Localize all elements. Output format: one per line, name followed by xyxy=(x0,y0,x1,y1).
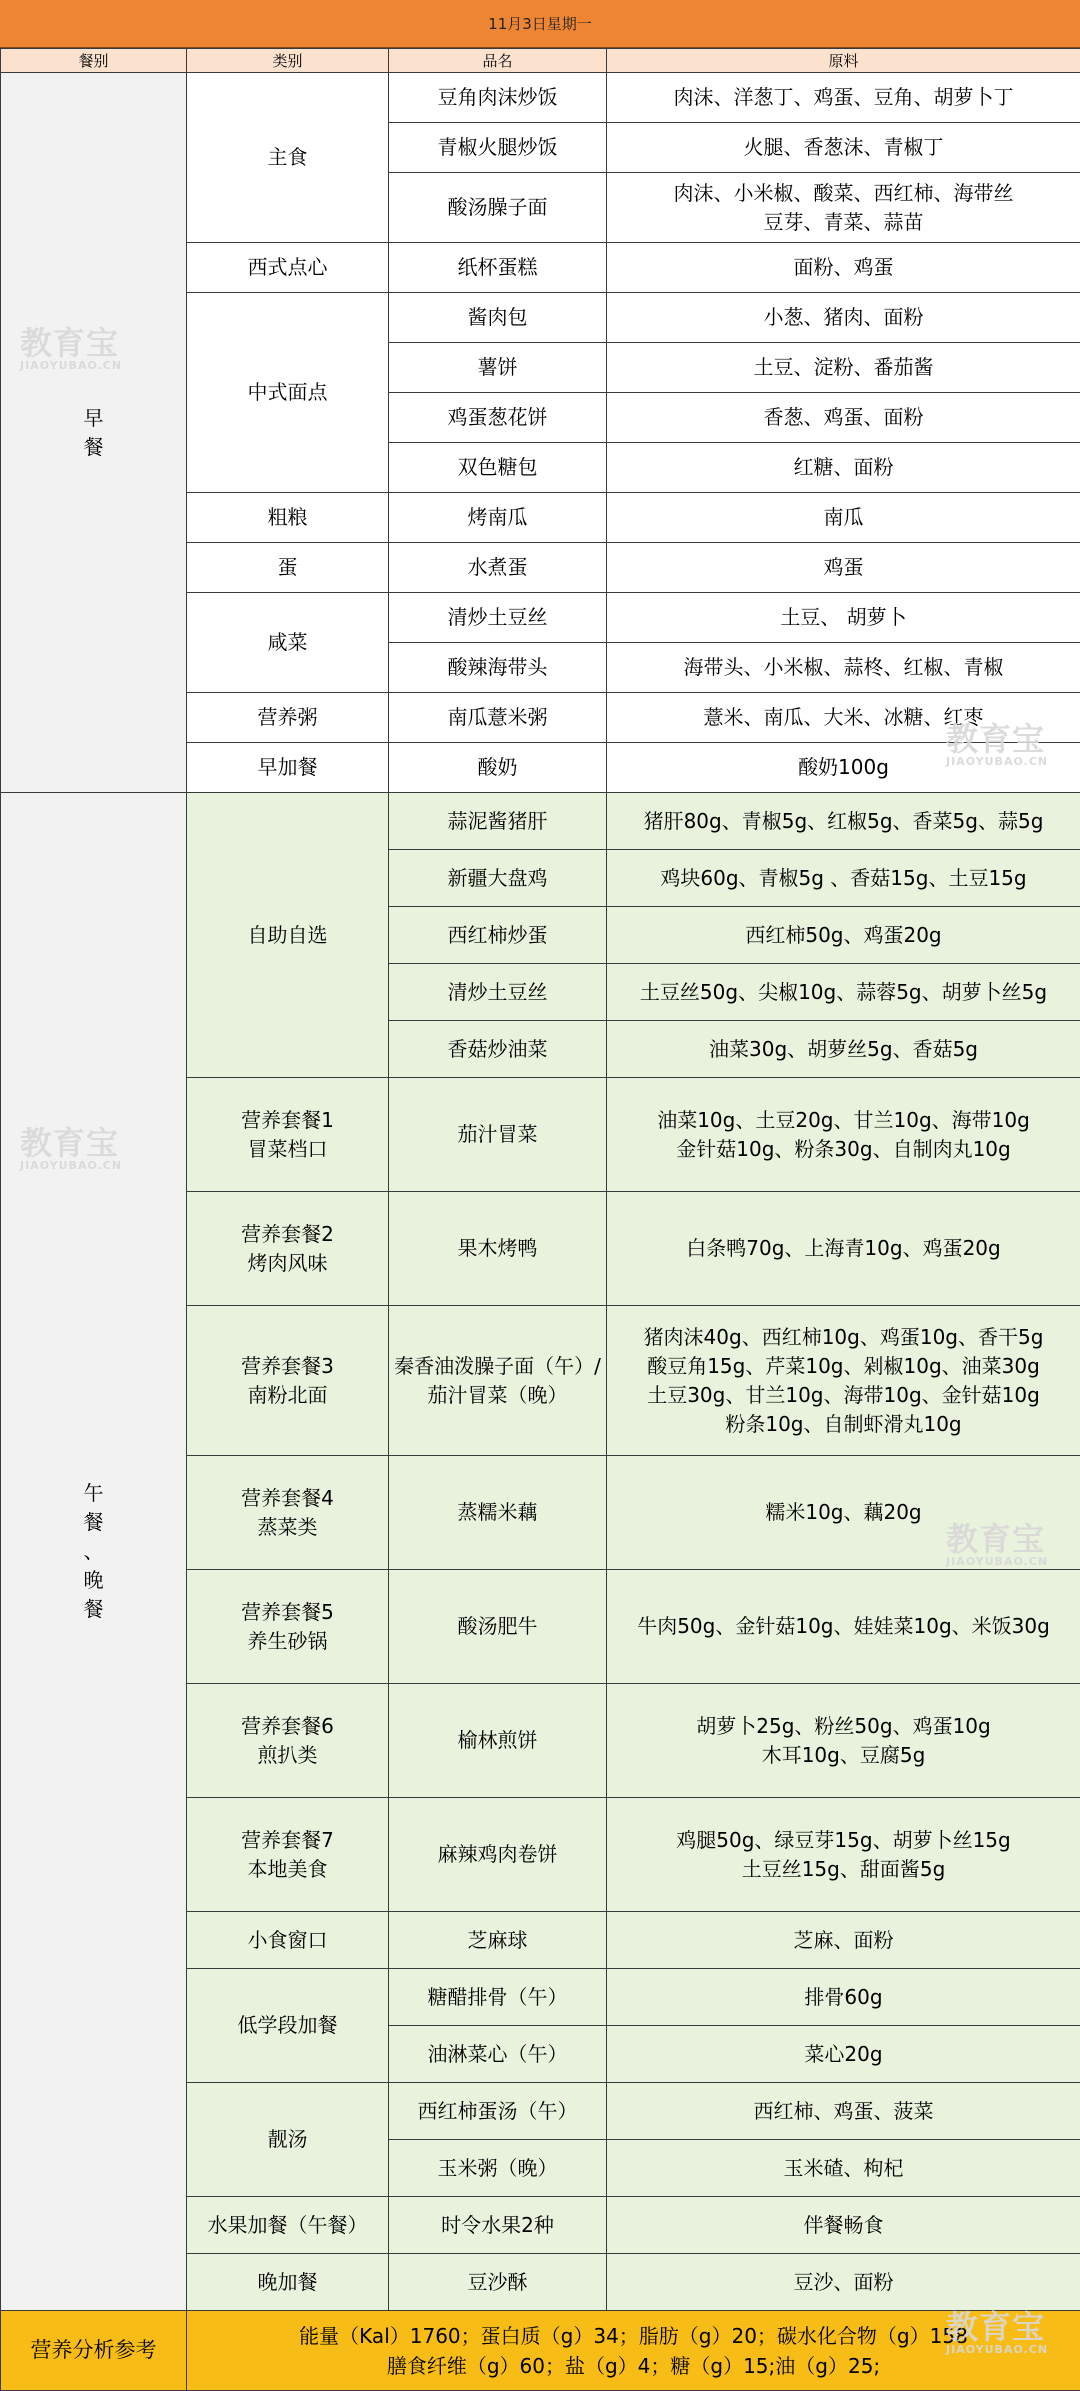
dish-cell: 酸汤肥牛 xyxy=(389,1570,607,1684)
category-cell: 营养粥 xyxy=(187,693,389,743)
ingredients-cell: 土豆丝50g、尖椒10g、蒜蓉5g、胡萝卜丝5g xyxy=(607,964,1080,1021)
category-cell: 自助自选 xyxy=(187,793,389,1078)
watermark-url: JIAOYUBAO.CN xyxy=(20,360,122,372)
dish-cell: 清炒土豆丝 xyxy=(389,593,607,643)
header-category: 类别 xyxy=(187,49,389,73)
dish-cell: 糖醋排骨（午） xyxy=(389,1969,607,2026)
dish-cell: 南瓜薏米粥 xyxy=(389,693,607,743)
ingredients-cell: 土豆、淀粉、番茄酱 xyxy=(607,343,1080,393)
dish-cell: 蒸糯米藕 xyxy=(389,1456,607,1570)
category-cell: 中式面点 xyxy=(187,293,389,493)
watermark-url: JIAOYUBAO.CN xyxy=(946,756,1048,768)
ingredients-cell: 鸡蛋 xyxy=(607,543,1080,593)
ingredients-cell: 芝麻、面粉 xyxy=(607,1912,1080,1969)
dish-cell: 酱肉包 xyxy=(389,293,607,343)
category-cell: 水果加餐（午餐） xyxy=(187,2197,389,2254)
ingredients-cell: 玉米碴、枸杞 xyxy=(607,2140,1080,2197)
dish-cell: 酸汤臊子面 xyxy=(389,173,607,243)
table-row xyxy=(1,73,1080,123)
category-cell: 低学段加餐 xyxy=(187,1969,389,2083)
dish-cell: 酸奶 xyxy=(389,743,607,793)
ingredients-cell: 鸡块60g、青椒5g 、香菇15g、土豆15g xyxy=(607,850,1080,907)
table-row xyxy=(1,793,1080,850)
category-cell: 营养套餐4 蒸菜类 xyxy=(187,1456,389,1570)
ingredients-cell: 胡萝卜25g、粉丝50g、鸡蛋10g 木耳10g、豆腐5g xyxy=(607,1684,1080,1798)
category-cell: 粗粮 xyxy=(187,493,389,543)
watermark-text: 教育宝 xyxy=(946,722,1048,756)
watermark-url: JIAOYUBAO.CN xyxy=(20,1160,122,1172)
ingredients-cell: 白条鸭70g、上海青10g、鸡蛋20g xyxy=(607,1192,1080,1306)
ingredients-cell: 排骨60g xyxy=(607,1969,1080,2026)
header-dish: 品名 xyxy=(389,49,607,73)
dish-cell: 西红柿炒蛋 xyxy=(389,907,607,964)
summary-row xyxy=(1,2311,1080,2391)
watermark-url: JIAOYUBAO.CN xyxy=(946,1556,1048,1568)
ingredients-cell: 南瓜 xyxy=(607,493,1080,543)
category-cell: 营养套餐3 南粉北面 xyxy=(187,1306,389,1456)
category-cell: 营养套餐6 煎扒类 xyxy=(187,1684,389,1798)
dish-cell: 纸杯蛋糕 xyxy=(389,243,607,293)
meal-breakfast: 早 餐 xyxy=(1,73,187,793)
dish-cell: 榆林煎饼 xyxy=(389,1684,607,1798)
dish-cell: 时令水果2种 xyxy=(389,2197,607,2254)
dish-cell: 酸辣海带头 xyxy=(389,643,607,693)
watermark-text: 教育宝 xyxy=(20,1126,122,1160)
dish-cell: 鸡蛋葱花饼 xyxy=(389,393,607,443)
ingredients-cell: 油菜10g、土豆20g、甘兰10g、海带10g 金针菇10g、粉条30g、自制肉丸10g xyxy=(607,1078,1080,1192)
category-cell: 营养套餐1 冒菜档口 xyxy=(187,1078,389,1192)
ingredients-cell: 香葱、鸡蛋、面粉 xyxy=(607,393,1080,443)
watermark-text: 教育宝 xyxy=(946,1522,1048,1556)
ingredients-cell: 面粉、鸡蛋 xyxy=(607,243,1080,293)
ingredients-cell: 牛肉50g、金针菇10g、娃娃菜10g、米饭30g xyxy=(607,1570,1080,1684)
ingredients-cell: 油菜30g、胡萝丝5g、香菇5g xyxy=(607,1021,1080,1078)
ingredients-cell: 糯米10g、藕20g xyxy=(607,1456,1080,1570)
dish-cell: 豆角肉沫炒饭 xyxy=(389,73,607,123)
ingredients-cell: 伴餐畅食 xyxy=(607,2197,1080,2254)
ingredients-cell: 薏米、南瓜、大米、冰糖、红枣 xyxy=(607,693,1080,743)
dish-cell: 西红柿蛋汤（午） xyxy=(389,2083,607,2140)
dish-cell: 双色糖包 xyxy=(389,443,607,493)
header-meal: 餐别 xyxy=(1,49,187,73)
dish-cell: 新疆大盘鸡 xyxy=(389,850,607,907)
category-cell: 营养套餐5 养生砂锅 xyxy=(187,1570,389,1684)
ingredients-cell: 土豆、 胡萝卜 xyxy=(607,593,1080,643)
ingredients-cell: 猪肝80g、青椒5g、红椒5g、香菜5g、蒜5g xyxy=(607,793,1080,850)
ingredients-cell: 菜心20g xyxy=(607,2026,1080,2083)
dish-cell: 芝麻球 xyxy=(389,1912,607,1969)
dish-cell: 秦香油泼臊子面（午）/ 茄汁冒菜（晚） xyxy=(389,1306,607,1456)
dish-cell: 麻辣鸡肉卷饼 xyxy=(389,1798,607,1912)
summary-label: 营养分析参考 xyxy=(1,2311,187,2391)
summary-text: 能量（Kal）1760；蛋白质（g）34；脂肪（g）20；碳水化合物（g）158 膳食纤维（g）60；盐（g）4；糖（g）15;油（g）25; xyxy=(187,2311,1080,2391)
dish-cell: 香菇炒油菜 xyxy=(389,1021,607,1078)
ingredients-cell: 西红柿、鸡蛋、菠菜 xyxy=(607,2083,1080,2140)
category-cell: 主食 xyxy=(187,73,389,243)
dish-cell: 果木烤鸭 xyxy=(389,1192,607,1306)
dish-cell: 豆沙酥 xyxy=(389,2254,607,2311)
ingredients-cell: 红糖、面粉 xyxy=(607,443,1080,493)
date-title: 11月3日星期一 xyxy=(0,0,1080,48)
ingredients-cell: 西红柿50g、鸡蛋20g xyxy=(607,907,1080,964)
ingredients-cell: 酸奶100g xyxy=(607,743,1080,793)
dish-cell: 青椒火腿炒饭 xyxy=(389,123,607,173)
ingredients-cell: 海带头、小米椒、蒜柊、红椒、青椒 xyxy=(607,643,1080,693)
category-cell: 早加餐 xyxy=(187,743,389,793)
ingredients-cell: 小葱、猪肉、面粉 xyxy=(607,293,1080,343)
category-cell: 营养套餐2 烤肉风味 xyxy=(187,1192,389,1306)
ingredients-cell: 肉沫、洋葱丁、鸡蛋、豆角、胡萝卜丁 xyxy=(607,73,1080,123)
dish-cell: 水煮蛋 xyxy=(389,543,607,593)
category-cell: 晚加餐 xyxy=(187,2254,389,2311)
ingredients-cell: 猪肉沫40g、西红柿10g、鸡蛋10g、香干5g 酸豆角15g、芹菜10g、剁椒10g、油菜30g 土豆30g、甘兰10g、海带10g、金针菇10g 粉条10g、自制虾滑丸10g xyxy=(607,1306,1080,1456)
dish-cell: 清炒土豆丝 xyxy=(389,964,607,1021)
header-ingredients: 原料 xyxy=(607,49,1080,73)
category-cell: 咸菜 xyxy=(187,593,389,693)
dish-cell: 薯饼 xyxy=(389,343,607,393)
dish-cell: 油淋菜心（午） xyxy=(389,2026,607,2083)
dish-cell: 玉米粥（晚） xyxy=(389,2140,607,2197)
dish-cell: 烤南瓜 xyxy=(389,493,607,543)
header-row xyxy=(1,49,1080,73)
category-cell: 蛋 xyxy=(187,543,389,593)
ingredients-cell: 鸡腿50g、绿豆芽15g、胡萝卜丝15g 土豆丝15g、甜面酱5g xyxy=(607,1798,1080,1912)
watermark-url: JIAOYUBAO.CN xyxy=(946,2344,1048,2356)
category-cell: 营养套餐7 本地美食 xyxy=(187,1798,389,1912)
ingredients-cell: 豆沙、面粉 xyxy=(607,2254,1080,2311)
category-cell: 西式点心 xyxy=(187,243,389,293)
watermark-text: 教育宝 xyxy=(20,326,122,360)
category-cell: 靓汤 xyxy=(187,2083,389,2197)
menu-table xyxy=(0,48,1080,2391)
ingredients-cell: 肉沫、小米椒、酸菜、西红柿、海带丝 豆芽、青菜、蒜苗 xyxy=(607,173,1080,243)
ingredients-cell: 火腿、香葱沫、青椒丁 xyxy=(607,123,1080,173)
category-cell: 小食窗口 xyxy=(187,1912,389,1969)
meal-lunch-dinner: 午 餐 、 晚 餐 xyxy=(1,793,187,2311)
dish-cell: 蒜泥酱猪肝 xyxy=(389,793,607,850)
watermark-text: 教育宝 xyxy=(946,2310,1048,2344)
dish-cell: 茄汁冒菜 xyxy=(389,1078,607,1192)
